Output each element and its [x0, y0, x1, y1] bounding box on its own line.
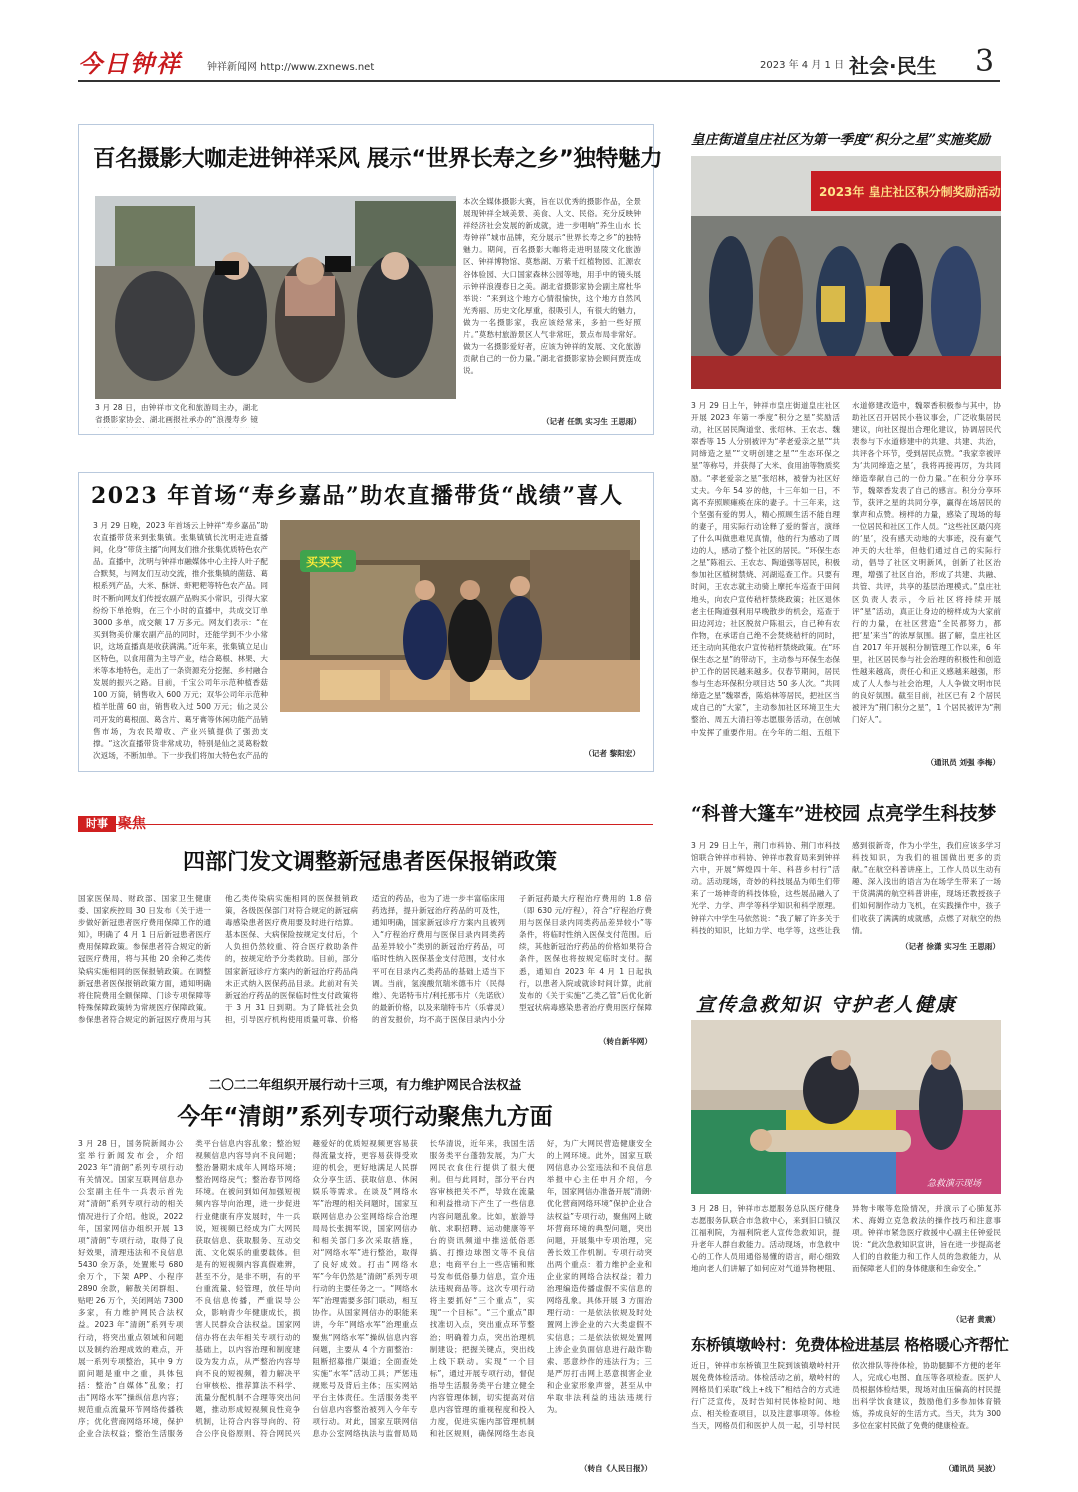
qinglang-body: 3 月 28 日，国务院新闻办公室举行新闻发布会，介绍 2023 年“清朗”系列专项行动有关情况。国家互联网信息办公室副主任牛一兵表示首先对“清朗”系列专项行动的相关情况进行了介绍。他说，2022 年，国家网信办组织开展 13 项“清朗”专项行动，取得了良好效果，清理违法和不良信息 5430 余万条，处置账号 680 余万个，下架 APP、小程序 2890 余款，解散关闭群组、贴吧 26 万个，关闭网站 7300 多家，有力维护网民合法权益。2023 年“清朗”系列专项行动，将突出重点领域和问题以及制约治理成效的难点，开展一系列专项整治，其中 9 方面问题是重中之重，具体包括：整治“自媒体”乱象；打击“网络水军”操纵信息内容；规范重点流量环节网络传播秩序；优化营商网络环境，保护企业合法权益；整治生活服务类平台信息内容乱象；整治短视频信息内容导向不良问题；整治暑期未成年人网络环境；整治网络戾气；整治春节网络环境。在被问到如何加强短视频内容导向治理，进一步促进行业健康有序发展时，牛一兵说，短视频已经成为广大网民获取信息、获取服务、互动交流、文化娱乐的重要载体。但是有的短视频内容真假难辨，甚至不分，是非不明，有的平台重流量、轻管理，放任导向不良信息传播，严重误导公众，影响青少年健康成长，损害人民群众合法权益。国家网信办将在去年相关专项行动的基础上，以内容治理和制度建设为发力点，从严整治内容导向不良的短视频，着力解决平台审核松、推荐算法不科学、流量分配机制不合理等突出问题，推动形成短视频良性竞争机制，让符合内容导向的、符合公序良俗原则、符合网民兴趣爱好的优质短视频更容易获得流量支持，更容易获得受欢迎的机会，更好地满足人民群众分享生活、获取信息、休闲娱乐等需求。在谈及“网络水军”治理的相关问题时，国家互联网信息办公室网络综合治理局局长张拥军说，国家网信办和相关部门多次采取措施，对“网络水军”进行整治，取得了良好成效。打击“网络水军”今年仍然是“清朗”系列专项行动的主要任务之一。“网络水军”治理需要多部门联动，相互协作。从国家网信办的职能来讲，今年“网络水军”治理重点聚焦“网络水军”操纵信息内容问题，主要从 4 个方面整治：阻断招募推广渠道；全面查处实施“水军”活动工具；严惩违规账号及背后主体；压实网站平台主体责任。生活服务类平台信息内容整治被列入今年专项行动。对此，国家互联网信息办公室网络执法与监督局局长华清说，近年来，我国生活服务类平台蓬勃发展，为广大网民衣食住行提供了很大便利。但与此同时，部分平台内容审核把关不严，导致在流量和利益推动下产生了一些信息内容问题乱象。比如，旅游导航、求职招聘、运动健康等平台的资讯频道中推送低俗恶搞、打擦边球图文等不良信息；电商平台上一些店铺和账号发布低俗暴力信息，宣介违法违规商品等。这次专项行动将主要抓好“三个重点”，实现“一个目标”。“三个重点”即找准切入点，突出重点环节整治；明确着力点，突出治理机制建设；把握关键点，突出线上线下联动。实现“一个目标”，通过开展专项行动，督促指导生活服务类平台建立健全内容管理体制，切实提高对信息内容管理的重视程度和投入力度，促进实施内部管理机制和社区规则，确保网络生态良好，为广大网民营造健康安全的上网环境。此外，国家互联网信息办公室违法和不良信息举报中心主任申月介绍，今年，国家网信办准备开展“清朗·优化营商网络环境”保护企业合法权益”专项行动，聚焦网上破坏营商环境的典型问题，突出问题，开展集中专项治理，完善长效工作机制。专项行动突出两个重点：着力维护企业和企业家的网络合法权益；着力治理编造传播虚假不实信息的网络乱象。具体开展 3 方面治理行动：一是依法依规及时处置网上涉企业的六大类虚假不实信息；二是依法依规处置网上涉企业负面信息进行敲诈勒索、恶意炒作的违法行为；三是严厉打击网上恶意损害企业和企业家形象声誉，甚至从中牟取非法利益的违法违规行为。	[78, 1139, 652, 1439]
right4-body: 近日，钟祥市东桥镇卫生院到该镇墩岭村开展免费体检活动。体检活动之前，墩岭村的网格员们采取“线上+线下”相结合的方式进行广泛宣传，及时告知村民体检时间、地点、相关检查项目，以及注意事项等。体检当天，网格员们和医护人员一起，引导村民依次排队等待体检，协助腿脚不方便的老年人，完成心电图、血压等各项检查。医护人员根据体检结果，现场对血压偏高的村民提出科学饮食建议，鼓励他们多参加体育锻炼，养成良好的生活方式。当天，共为 300 多位在家村民做了免费的健康检查。	[691, 1361, 1001, 1431]
focus-byline: （转自新华网）	[598, 1037, 652, 1046]
header-rule	[78, 80, 1000, 82]
article-livestream-body: 3 月 29 日晚，2023 年首场云上钟祥“寿乡嘉品”助农直播带货来到张集镇。张集镇镇长沈明走进直播间，化身“带货主播”向网友们推介张集优质特色农产品。直播中，沈明与钟祥市融媒体中心主持人叶子配合默契，与网友们互动交流，推介张集镇的菌菇、葛根系列产品，大米、酥饼、虾粑粑等特色农产品。同时不断向网友们传授农副产品购买小常识，引得大家纷纷下单抢购，在三个小时的直播中，共成交订单 3000 多单，成交额 17 万多元。网友们表示：“在买到物美价廉农副产品的同时，还能学到不少小常识，这场直播真是收获满满。”近年来，张集镇立足山区特色，以食用菌为主导产业，结合葛根、林果、大米等本地特色，走出了一条资源充分挖掘、乡村融合发展的振兴之路。目前，千宝公司年示范种植香菇 100 万筒，销售收入 600 万元；双华公司年示范种植羊肚菌 60 亩，销售收入过 500 万元；仙之灵公司开发的葛根面、葛含片、葛牙膏等休闲功能产品销售市场，为农民增收、产业兴镇提供了强劲支撑。“这次直播带货非常成功，特别是仙之灵葛粉数次返场，不断加单。下一步我们将加大特色农产品的	[93, 521, 268, 760]
banner-text: 2023年 皇庄社区积分制奖励活动	[819, 185, 1001, 199]
qinglang-byline: （转自《人民日报》）	[579, 1464, 652, 1473]
focus-tag-a: 时事	[78, 816, 116, 832]
photo-watermark: 急救演示现场	[927, 1179, 982, 1189]
right2-body: 3 月 29 日上午，荆门市科协、荆门市科技馆联合钟祥市科协、钟祥市教育局来到钟祥六中，开展“辉煌四十年、科普乡村行”活动。活动现场，奇妙的科技展品为师生们带来了一场神奇的科技体验，这些展品融入了光学、力学、声学等科学知识和科学原理。钟祥六中学生马依然说：“我了解了许多关于科技的知识，比如力学、电学等，这些让我感到很新奇，作为小学生，我们应该多学习科技知识，为我们的祖国做出更多的贡献。”在航空科普讲座上，工作人员以生动有趣、深入浅出的语言为在场学生带来了一场干货满满的航空科普讲座，现场还教授孩子们如何制作动力飞机，在实践操作中，孩子们收获了满满的成就感，点燃了对航空的热情。	[691, 841, 1001, 935]
livestream-photo	[280, 520, 640, 712]
focus-title: 四部门发文调整新冠患者医保报销政策	[182, 850, 557, 875]
article-livestream-title: 2023 年首场“寿乡嘉品”助农直播带货“战绩”喜人	[91, 483, 624, 509]
article-photography-title: 百名摄影大咖走进钟祥采风 展示“世界长寿之乡”独特魅力	[93, 146, 663, 172]
right1-title: 皇庄街道皇庄社区为第一季度“积分之星”实施奖励	[691, 132, 991, 148]
community-award-photo	[691, 156, 1001, 389]
site-url[interactable]: 钟祥新闻网 http://www.zxnews.net	[207, 62, 375, 73]
focus-rule	[78, 824, 653, 825]
photographers-photo	[95, 196, 456, 399]
article-photography-byline: （记者 任凯 实习生 王思雨）	[541, 417, 641, 426]
newspaper-logo: 今日钟祥	[78, 49, 182, 78]
right3-body: 3 月 28 日，钟祥市志愿服务总队医疗健身志愿服务队联合市急救中心，来到旧口镇汉江福利院，为福利院老人宣传急救知识，提升老年人群自救能力。活动现场，市急救中心的工作人员用通俗易懂的语言，耐心细致地向老人们讲解了如何应对气道异物梗阻、异物卡喉等危险情况，并演示了心肺复苏术、海姆立克急救法的操作技巧和注意事项。钟祥市紧急医疗救援中心副主任钟爱民说：“此次急救知识宣讲，旨在进一步提高老人们的自救能力和工作人员的急救能力，从而保障老人们的身体健康和生命安全。”	[691, 1204, 1001, 1274]
article-livestream-byline: （记者 黎阳宏）	[584, 749, 640, 758]
right1-byline: （通讯员 刘强 李梅）	[926, 758, 1000, 767]
right3-byline: （记者 黄震）	[951, 1315, 1000, 1324]
first-aid-photo	[691, 1020, 1001, 1194]
right4-title: 东桥镇墩岭村：免费体检进基层 格格暖心齐帮忙	[691, 1336, 1009, 1354]
focus-tag-b: 聚焦	[118, 816, 146, 832]
caption-text: 3 月 28 日，由钟祥市文化和旅游局主办，湖北省摄影家协会、湖北画报社承办的“浪漫寿乡 镜	[95, 403, 258, 425]
photo-caption-left	[95, 402, 258, 428]
page-number: 3	[975, 44, 995, 79]
qinglang-title: 今年“清朗”系列专项行动聚焦九方面	[177, 1104, 553, 1130]
article-photography-body: 本次全媒体摄影大赛，旨在以优秀的摄影作品，全景展现钟祥全域美景、美食、人文、民俗。充分反映钟祥经济社会发展的新成就，进一步唱响“养生山水 长寿钟祥”城市品牌，充分展示“世界长寿之乡”的独特魅力。期间，百名摄影大咖将走进明显陵文化旅游区、钟祥博物馆、莫愁湖、万紫千红植物园、汇源农谷体验园、大口国家森林公园等地，用手中的镜头展示钟祥浪漫春日之美。湖北省摄影家协会副主席杜华举说：“来到这个地方心情很愉快，这个地方自然风光秀丽、历史文化厚重，很吸引人，有很大的魅力，做为一名摄影家，我应该经常来，多拍一些好照片。”莫愁村旅游景区人气非常旺，景点布局非常好。做为一名摄影爱好者，应该为钟祥的发展、文化旅游贡献自己的一份力量。”湖北省摄影家协会顾问贾连成说。	[463, 197, 641, 376]
qinglang-subtitle: 二〇二二年组织开展行动十三项，有力维护网民合法权益	[208, 1077, 522, 1092]
right4-byline: （通讯员 吴波）	[944, 1464, 1000, 1473]
focus-body: 国家医保局、财政部、国家卫生健康委、国家疾控局 30 日发布《关于进一步做好新冠患者医疗费用保障工作的通知》，明确了 4 月 1 日后新冠患者医疗费用保障政策。参保患者符合规定的新冠医疗费用，将与其他 20 余种乙类传染病实施相同的医保报销政策。在调整新冠患者医保报销政策方面，通知明确将住院费用全额保障、门诊专项保障等特殊保障政策转为常规医疗保障政策。参保患者符合规定的新冠医疗费用与其他乙类传染病实施相同的医保报销政策，各级医保部门对符合规定的新冠病毒感染患者医疗费用要及时进行结算。基本医保、大病保险按规定支付后，个人负担仍然较重、符合医疗救助条件的，按规定给予分类救助。目前，部分国家新冠诊疗方案内的新冠治疗药品尚未正式纳入医保药品目录。此前对有关新冠治疗药品的医保临时性支付政策将于 3 月 31 日到期。为了降低社会负担，引导医疗机构使用质量可靠、价格适宜的药品，也为了进一步丰富临床用药选择，提升新冠治疗药品的可及性，通知明确，国家新冠诊疗方案内且被列入“疗程治疗费用与医保目录内同类药品差异较小”类别的新冠治疗药品，可临时性纳入医保基金支付范围，支付水平可在目录内乙类药品的基础上适当下调。当前，氢溴酸氘瑞米德韦片（民得维）、先诺特韦片/利托那韦片（先诺欣）的最新价格，以及来瑞特韦片（乐睿灵）的首发报价，均不高于医保目录内小分子新冠药最大疗程治疗费用的 1.8 倍（即 630 元/疗程），符合“疗程治疗费用与医保目录内同类药品差异较小”等条件，将临时性纳入医保支付范围。后续，其他新冠治疗药品的价格如果符合条件，医保也将按规定临时支付。据悉，通知自 2023 年 4 月 1 日起执行，以患者入院或就诊时间计算，此前发布的《关于实施“乙类乙管”后优化新型冠状病毒感染患者治疗费用医疗保障	[78, 894, 652, 1024]
right2-title: “科普大篷车”进校园 点亮学生科技梦	[691, 804, 997, 825]
right1-body: 3 月 29 日上午，钟祥市皇庄街道皇庄社区开展 2023 年第一季度“积分之星”奖励活动，社区居民陶道堂、张绍林、王农志、魏翠香等 15 人分别被评为“孝老爱亲之星”“共同缔造之星”“文明创建之星”“生态环保之星”等称号，并获得了大米、食用油等物质奖励。“孝老爱亲之星”张绍林，被誉为社区好丈夫。今年 54 岁的他，十三年如一日，不离不弃照顾瘫痪在床的妻子。十三年来，这个坚强有爱的男人，精心照顾生活不能自理的妻子，用实际行动诠释了爱的誓言，演绎了什么叫做患难见真情，他的行为感动了周边的人，感动了整个社区的居民。“环保生态之星”陈祖云、王农志、陶道强等居民，积极参加社区植树禁烧、河湖巡查工作。只要有时间，王农志就主动骑上摩托车巡查于田间地头，向农户宣传秸杆禁烧政策；社区退休老主任陶道强利用早晚散步的机会，巡查于田边河边；社区脱贫户陈祖云，自己种有农作物，在承诺自己绝不会焚烧秸杆的同时，还主动向其他农户宣传秸杆禁烧政策。在“环保生态之星”的带动下，主动参与环保生态保护工作的居民越来越多。仅春节期间，居民参与生态环保积分项目达 50 多人次。“共同缔造之星”魏翠香，陈焰林等居民，把社区当成自己的“大家”，主动参加社区环境卫生大整治、周五大清扫等志愿服务活动，在创城中发挥了重要作用。在今年的二组、五组下水道修建改造中，魏翠香积极参与其中，协助社区召开居民小巷议事会，广泛收集居民建议，向社区提出合理化建议，协调居民代表参与下水道修建中的共建、共建、共治，共评各个环节，受到居民点赞。“我家幸被评为‘共同缔造之星’，我将再接再厉，为共同缔造奉献自己的一份力量。”在积分分享环节，魏翠香发表了自己的感言。积分分享环节，获评之星的共同分享，赢得在场居民的掌声和点赞。榜样的力量，感染了现场的每一位居民和社区工作人员。“这些社区最闪亮的‘星’，没有感天动地的大事迹，没有豪气冲天的大壮举，但他们通过自己的实际行动，倡导了社区文明新风，创新了社区治理，增强了社区自治，形成了共建、共融、共管、共评，共享的基层治理模式。”皇庄社区负责人表示，今后社区将持续开展评“星”活动，真正让身边的榜样成为大家前行的力量，在社区营造“全民都努力，都把‘星’来当”的浓厚氛围。据了解，皇庄社区自 2017 年开展积分制管理工作以来，6 年里，社区居民参与社会治理的积极性和创造性越来越高，责任心和正义感越来越强，形成了人人参与社会治理，人人争做文明市民的良好氛围。截至目前，社区已有 2 个居民被评为“荆门积分之星”，1 个居民被评为“荆门好人”。	[691, 401, 1001, 737]
right2-byline: （记者 徐潇 实习生 王思雨）	[900, 942, 1000, 951]
right3-title: 宣传急救知识 守护老人健康	[696, 994, 957, 1016]
section-name: 社会·民生	[849, 54, 937, 78]
issue-date: 2023 年 4 月 1 日	[760, 60, 845, 71]
livestream-sign-text: 买买买	[306, 555, 343, 569]
